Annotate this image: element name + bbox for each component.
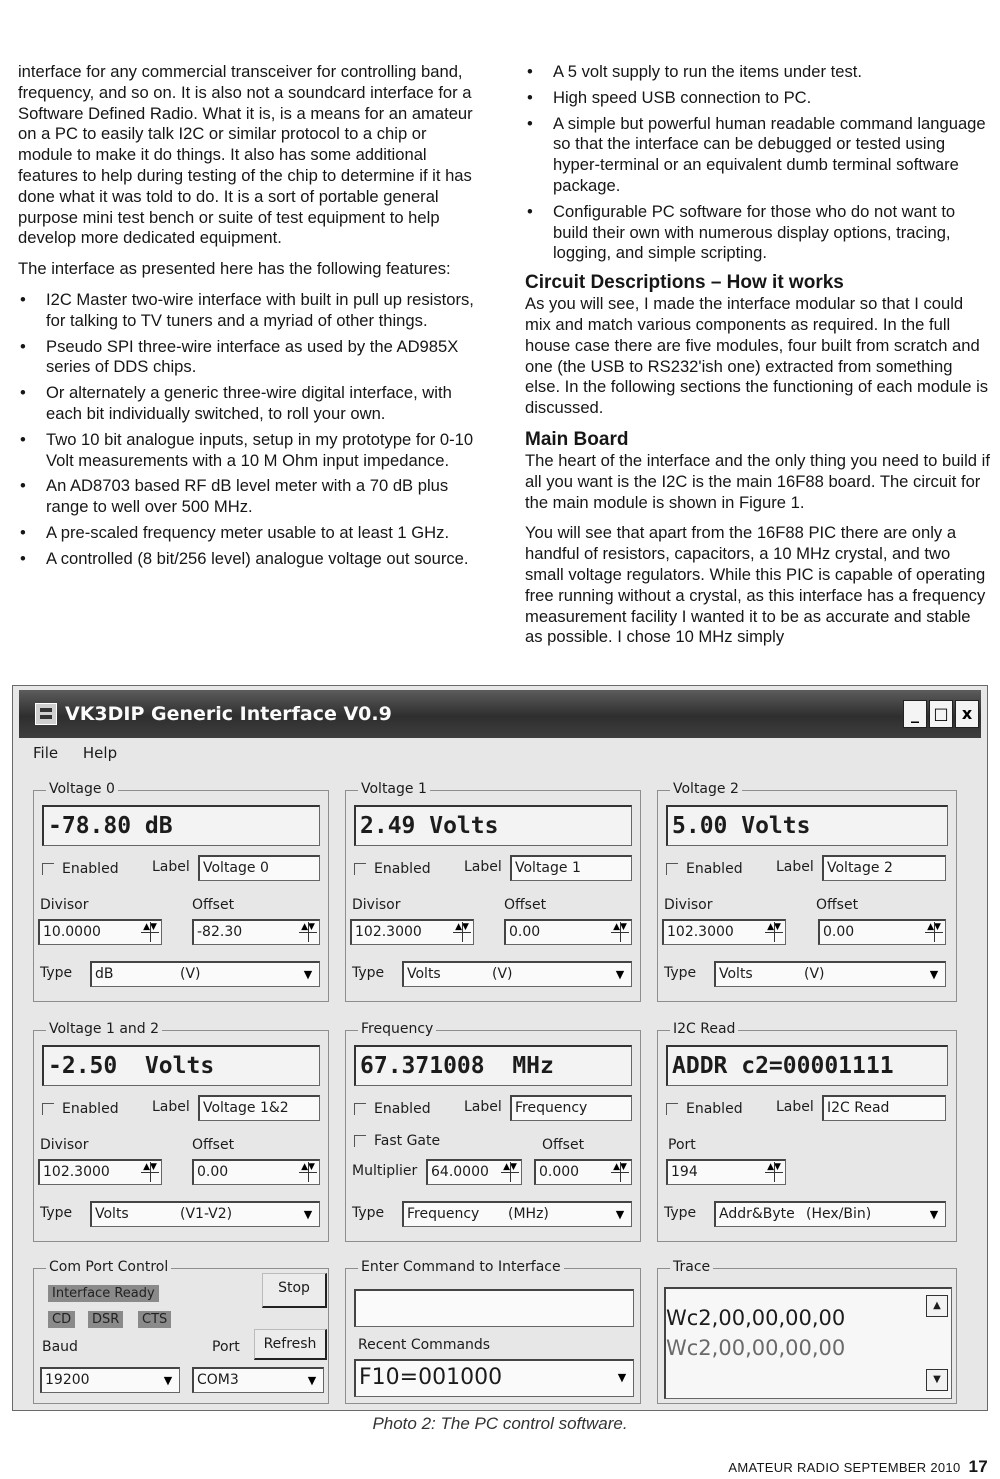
label-input[interactable]: Voltage 0 xyxy=(198,855,320,881)
dropdown-arrow-icon[interactable]: ▼ xyxy=(615,968,625,981)
type-value: Volts xyxy=(719,966,753,982)
recent-command-value: F10=001000 xyxy=(359,1365,503,1390)
spinner-icon[interactable]: ▲▼ xyxy=(765,1162,783,1182)
offset-input[interactable] xyxy=(192,1159,320,1185)
type-label: Type xyxy=(40,1205,73,1221)
type-select[interactable] xyxy=(90,961,320,987)
voltage-diff-readout: -2.50 Volts xyxy=(42,1045,320,1086)
type-select[interactable] xyxy=(714,1201,946,1227)
menu-file[interactable]: File xyxy=(33,744,59,762)
baud-select[interactable] xyxy=(40,1367,180,1393)
features-intro: The interface as presented here has the following features: xyxy=(18,259,451,279)
port-label: Port xyxy=(212,1339,240,1355)
baud-value: 19200 xyxy=(45,1372,90,1388)
enabled-checkbox[interactable] xyxy=(666,1103,678,1115)
type-value: Volts xyxy=(407,966,441,982)
label-input[interactable]: Voltage 1&2 xyxy=(198,1095,320,1121)
type-select[interactable] xyxy=(402,1201,632,1227)
close-button[interactable]: x xyxy=(955,700,979,728)
list-item: • A controlled (8 bit/256 level) analogue voltage out source. xyxy=(18,549,478,570)
group-trace xyxy=(657,1259,957,1404)
divisor-input[interactable] xyxy=(662,919,786,945)
spinner-icon[interactable]: ▲▼ xyxy=(611,1162,629,1182)
group-voltage-1-and-2 xyxy=(33,1021,329,1242)
scroll-down-icon[interactable]: ▼ xyxy=(926,1369,948,1391)
list-item: • I2C Master two-wire interface with built in pull up resistors, for talking to TV tuners and a myriad of other things. xyxy=(18,290,478,332)
feature-list-continued xyxy=(525,62,990,264)
type-value: Addr&Byte xyxy=(719,1206,795,1222)
port-label: Port xyxy=(668,1137,696,1153)
voltage-1-readout: 2.49 Volts xyxy=(354,805,632,846)
offset-value: -82.30 xyxy=(197,924,243,940)
recent-commands-label: Recent Commands xyxy=(358,1337,491,1353)
list-item: • A simple but powerful human readable command language so that the interface can be debugged or tested using hyper-terminal or an equivalent dumb terminal software package. xyxy=(525,114,990,197)
group-title: Trace xyxy=(670,1259,713,1275)
voltage-0-readout: -78.80 dB xyxy=(42,805,320,846)
type-label: Type xyxy=(664,965,697,981)
group-title: I2C Read xyxy=(670,1021,738,1037)
enabled-label: Enabled xyxy=(62,1101,119,1117)
port-value: 194 xyxy=(671,1164,698,1180)
list-item: • Pseudo SPI three-wire interface as used by the AD985X series of DDS chips. xyxy=(18,337,478,379)
type-value: Frequency xyxy=(407,1206,480,1222)
app-icon xyxy=(35,703,57,725)
group-frequency xyxy=(345,1021,641,1242)
divisor-label: Divisor xyxy=(40,1137,89,1153)
page-footer xyxy=(728,1457,988,1477)
stop-button[interactable]: Stop xyxy=(262,1273,327,1308)
enabled-checkbox[interactable] xyxy=(354,1103,366,1115)
enabled-label: Enabled xyxy=(686,1101,743,1117)
divisor-label: Divisor xyxy=(664,897,713,913)
type-value: Volts xyxy=(95,1206,129,1222)
dropdown-arrow-icon[interactable]: ▼ xyxy=(615,1208,625,1221)
dropdown-arrow-icon[interactable]: ▼ xyxy=(307,1374,317,1387)
list-item: • High speed USB connection to PC. xyxy=(525,88,990,109)
divisor-input[interactable] xyxy=(38,919,162,945)
type-select[interactable] xyxy=(402,961,632,987)
spinner-icon[interactable]: ▲▼ xyxy=(765,922,783,942)
spinner-icon[interactable]: ▲▼ xyxy=(453,922,471,942)
offset-value: 0.00 xyxy=(823,924,855,940)
list-item: • Configurable PC software for those who do not want to build their own with numerous display options, tracing, logging, and simple scripting. xyxy=(525,202,990,264)
spinner-icon[interactable]: ▲▼ xyxy=(501,1162,519,1182)
spinner-icon[interactable]: ▲▼ xyxy=(141,922,159,942)
scroll-up-icon[interactable]: ▲ xyxy=(926,1295,948,1317)
main-board-paragraph-1: The heart of the interface and the only thing you need to build if all you want is the I2C is the main 16F88 board. The circuit for the main module is shown in Figure 1. xyxy=(525,450,990,512)
label-caption: Label xyxy=(776,1099,814,1115)
i2c-readout: ADDR c2=00001111 xyxy=(666,1045,948,1086)
spinner-icon[interactable]: ▲▼ xyxy=(925,922,943,942)
fast-gate-label: Fast Gate xyxy=(374,1133,441,1149)
type-label: Type xyxy=(352,1205,385,1221)
offset-value: 0.000 xyxy=(539,1164,580,1180)
dropdown-arrow-icon[interactable]: ▼ xyxy=(929,1208,939,1221)
group-title: Enter Command to Interface xyxy=(358,1259,564,1275)
enabled-label: Enabled xyxy=(62,861,119,877)
group-title: Voltage 1 and 2 xyxy=(46,1021,162,1037)
group-title: Com Port Control xyxy=(46,1259,171,1275)
enabled-label: Enabled xyxy=(686,861,743,877)
page-number: 17 xyxy=(968,1457,988,1476)
heading-main-board: Main Board xyxy=(525,428,629,450)
circuit-paragraph: As you will see, I made the interface modular so that I could mix and match various components as required. In the full house case there are five modules, four built from scratch and one (the USB to RS232'ish one) extracted from something else. In the following sections the functioning of each module is discussed. xyxy=(525,294,989,418)
divisor-value: 102.3000 xyxy=(43,1164,110,1180)
title-bar xyxy=(19,690,981,738)
type-unit: (V) xyxy=(492,966,513,982)
divisor-label: Divisor xyxy=(352,897,401,913)
enabled-checkbox[interactable] xyxy=(354,863,366,875)
type-label: Type xyxy=(352,965,385,981)
list-item: • A pre-scaled frequency meter usable to at least 1 GHz. xyxy=(18,523,478,544)
feature-list xyxy=(18,290,478,570)
list-item: • Two 10 bit analogue inputs, setup in my prototype for 0-10 Volt measurements with a 10 M Ohm input impedance. xyxy=(18,430,478,472)
group-title: Frequency xyxy=(358,1021,436,1037)
offset-label: Offset xyxy=(816,897,859,913)
label-caption: Label xyxy=(464,859,502,875)
menu-bar xyxy=(33,744,137,762)
group-enter-command xyxy=(345,1259,641,1404)
enabled-label: Enabled xyxy=(374,1101,431,1117)
port-input[interactable] xyxy=(666,1159,786,1185)
group-i2c-read xyxy=(657,1021,957,1242)
enabled-checkbox[interactable] xyxy=(42,1103,54,1115)
app-window xyxy=(12,685,988,1411)
group-voltage-1 xyxy=(345,781,641,1002)
type-value: dB xyxy=(95,966,114,982)
enabled-label: Enabled xyxy=(374,861,431,877)
group-title: Voltage 2 xyxy=(670,781,742,797)
label-caption: Label xyxy=(464,1099,502,1115)
group-title: Voltage 1 xyxy=(358,781,430,797)
spinner-icon[interactable]: ▲▼ xyxy=(299,1162,317,1182)
minimize-button[interactable]: _ xyxy=(903,700,927,728)
dropdown-arrow-icon[interactable]: ▼ xyxy=(303,968,313,981)
spinner-icon[interactable]: ▲▼ xyxy=(299,922,317,942)
spinner-icon[interactable]: ▲▼ xyxy=(141,1162,159,1182)
maximize-button[interactable]: □ xyxy=(929,700,953,728)
cd-indicator: CD xyxy=(48,1311,75,1328)
label-caption: Label xyxy=(152,859,190,875)
trace-line: Wc2,00,00,00,00 xyxy=(666,1306,846,1330)
dropdown-arrow-icon[interactable]: ▼ xyxy=(617,1371,627,1384)
dropdown-arrow-icon[interactable]: ▼ xyxy=(303,1208,313,1221)
main-board-paragraph-2: You will see that apart from the 16F88 PIC there are only a handful of resistors, capacitors, a 10 MHz crystal, and two small voltage regulators. While this PIC is capable of operating free running without a crystal, as this interface has a frequency measurement facility I wanted it to be as accurate and stable as possible. I chose 10 MHz simply xyxy=(525,523,986,647)
heading-circuit-descriptions: Circuit Descriptions – How it works xyxy=(525,272,844,294)
type-unit: (Hex/Bin) xyxy=(806,1206,872,1222)
type-unit: (V) xyxy=(180,966,201,982)
photo-caption: Photo 2: The PC control software. xyxy=(372,1414,628,1433)
offset-input[interactable] xyxy=(192,919,320,945)
divisor-value: 102.3000 xyxy=(667,924,734,940)
offset-value: 0.00 xyxy=(197,1164,229,1180)
multiplier-value: 64.0000 xyxy=(431,1164,489,1180)
offset-label: Offset xyxy=(542,1137,585,1153)
cts-indicator: CTS xyxy=(138,1311,171,1328)
multiplier-label: Multiplier xyxy=(352,1163,418,1179)
dropdown-arrow-icon[interactable]: ▼ xyxy=(929,968,939,981)
frequency-readout: 67.371008 MHz xyxy=(354,1045,632,1086)
divisor-label: Divisor xyxy=(40,897,89,913)
label-input[interactable]: Voltage 1 xyxy=(510,855,632,881)
right-column xyxy=(525,62,990,658)
offset-input[interactable] xyxy=(504,919,632,945)
port-select[interactable] xyxy=(192,1367,324,1393)
baud-label: Baud xyxy=(42,1339,78,1355)
divisor-value: 102.3000 xyxy=(355,924,422,940)
divisor-input[interactable] xyxy=(38,1159,162,1185)
group-title: Voltage 0 xyxy=(46,781,118,797)
trace-lines xyxy=(666,1303,845,1363)
multiplier-input[interactable] xyxy=(426,1159,522,1185)
group-com-port-control xyxy=(33,1259,329,1404)
offset-input[interactable] xyxy=(818,919,946,945)
dsr-indicator: DSR xyxy=(88,1311,123,1328)
voltage-2-readout: 5.00 Volts xyxy=(666,805,948,846)
fast-gate-checkbox[interactable] xyxy=(354,1135,366,1147)
type-select[interactable] xyxy=(714,961,946,987)
list-item: • Or alternately a generic three-wire digital interface, with each bit individually switched, to roll your own. xyxy=(18,383,478,425)
label-input[interactable]: I2C Read xyxy=(822,1095,946,1121)
spinner-icon[interactable]: ▲▼ xyxy=(611,922,629,942)
enabled-checkbox[interactable] xyxy=(42,863,54,875)
refresh-button[interactable]: Refresh xyxy=(254,1329,327,1360)
offset-label: Offset xyxy=(192,897,235,913)
group-voltage-0 xyxy=(33,781,329,1002)
recent-commands-select[interactable] xyxy=(354,1359,634,1397)
type-unit: (V) xyxy=(804,966,825,982)
type-label: Type xyxy=(40,965,73,981)
type-unit: (MHz) xyxy=(508,1206,549,1222)
list-item: • An AD8703 based RF dB level meter with a 70 dB plus range to well over 500 MHz. xyxy=(18,476,478,518)
type-label: Type xyxy=(664,1205,697,1221)
list-item: • A 5 volt supply to run the items under test. xyxy=(525,62,990,83)
menu-help[interactable]: Help xyxy=(82,744,118,762)
label-caption: Label xyxy=(152,1099,190,1115)
label-input[interactable]: Voltage 2 xyxy=(822,855,946,881)
group-voltage-2 xyxy=(657,781,957,1002)
offset-label: Offset xyxy=(504,897,547,913)
divisor-input[interactable] xyxy=(350,919,474,945)
type-unit: (V1-V2) xyxy=(180,1206,233,1222)
command-input[interactable] xyxy=(354,1289,634,1327)
dropdown-arrow-icon[interactable]: ▼ xyxy=(163,1374,173,1387)
label-caption: Label xyxy=(776,859,814,875)
trace-line: Wc2,00,00,00,00 xyxy=(666,1336,846,1360)
port-value: COM3 xyxy=(197,1372,239,1388)
divisor-value: 10.0000 xyxy=(43,924,101,940)
offset-value: 0.00 xyxy=(509,924,541,940)
label-input[interactable]: Frequency xyxy=(510,1095,632,1121)
offset-label: Offset xyxy=(192,1137,235,1153)
enabled-checkbox[interactable] xyxy=(666,863,678,875)
intro-paragraph: interface for any commercial transceiver for controlling band, frequency, and so on. It is also not a soundcard interface for a Software Defined Radio. What it is, is a means for an amateur on a PC to easily talk I2C or similar protocol to a chip or module to make it do things. It also has some additional features to help during testing of the chip to determine if it has done what it was told to do. It is a sort of portable general purpose mini test bench or suite of test equipment to help develop more dedicated equipment. xyxy=(18,62,473,248)
offset-input[interactable] xyxy=(534,1159,632,1185)
interface-status: Interface Ready xyxy=(48,1285,159,1302)
left-column xyxy=(18,62,478,575)
window-title: VK3DIP Generic Interface V0.9 xyxy=(65,703,392,725)
publication-name: AMATEUR RADIO SEPTEMBER 2010 xyxy=(728,1460,961,1475)
type-select[interactable] xyxy=(90,1201,320,1227)
